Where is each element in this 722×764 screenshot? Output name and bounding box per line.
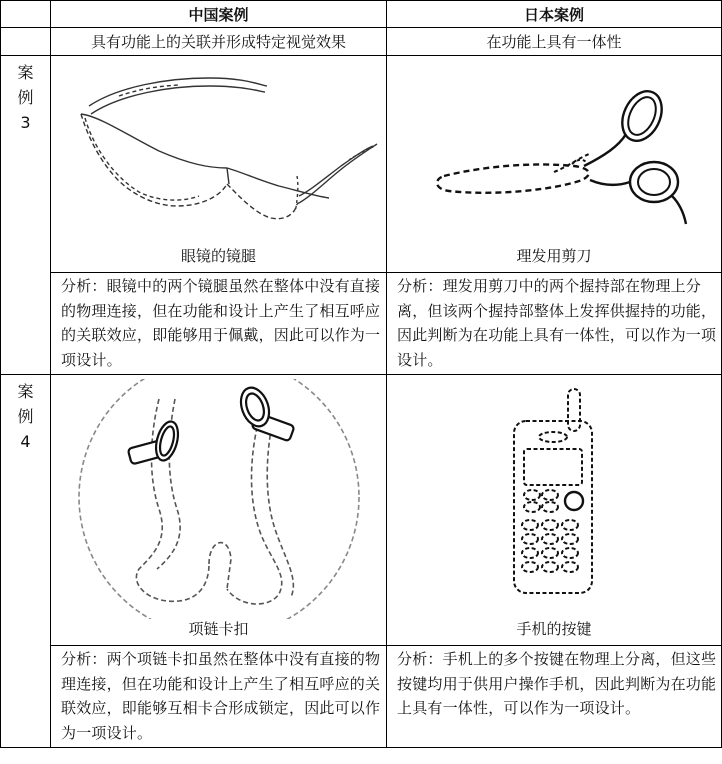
mobile-phone-illustration	[494, 385, 614, 600]
case4-label-char1: 案	[17, 382, 34, 401]
china-column-header: 中国案例	[51, 1, 387, 28]
case4-label-number: 4	[20, 432, 31, 451]
case4-japan-analysis: 分析：手机上的多个按键在物理上分离，但这些按键均用于供用户操作手机，因此判断为在功能上具有一体性，可以作为一项设计。	[387, 646, 722, 748]
corner-cell-2	[1, 28, 51, 56]
case3-label	[1, 56, 51, 375]
corner-cell	[1, 1, 51, 28]
case3-china-image-cell	[51, 56, 387, 273]
case3-label-char1: 案	[17, 63, 34, 82]
case4-label-char2: 例	[17, 407, 34, 426]
case3-japan-analysis: 分析：理发用剪刀中的两个握持部在物理上分离，但该两个握持部整体上发挥供握持的功能，因此判断为在功能上具有一体性，可以作为一项设计。	[387, 273, 722, 375]
case3-label-char2: 例	[17, 88, 34, 107]
necklace-clasp-illustration	[59, 379, 379, 619]
japan-column-header: 日本案例	[387, 1, 722, 28]
case4-label	[1, 375, 51, 748]
japan-subheader: 在功能上具有一体性	[387, 28, 722, 56]
case4-china-image-cell	[51, 375, 387, 646]
case4-japan-image-cell	[387, 375, 722, 646]
case3-japan-image-cell	[387, 56, 722, 273]
case3-china-analysis: 分析：眼镜中的两个镜腿虽然在整体中没有直接的物理连接，但在功能和设计上产生了相互呼应的关联效应，即能够用于佩戴，因此可以作为一项设计。	[51, 273, 387, 375]
case3-label-number: 3	[20, 113, 31, 132]
case4-china-caption: 项链卡扣	[188, 620, 249, 638]
case3-china-caption: 眼镜的镜腿	[180, 247, 256, 265]
glasses-illustration	[59, 56, 379, 231]
scissors-illustration	[404, 86, 704, 236]
china-subheader: 具有功能上的关联并形成特定视觉效果	[51, 28, 387, 56]
case3-japan-caption: 理发用剪刀	[516, 247, 592, 265]
case4-japan-caption: 手机的按键	[516, 620, 592, 638]
case4-china-analysis: 分析：两个项链卡扣虽然在整体中没有直接的物理连接，但在功能和设计上产生了相互呼应的关联效应，即能够互相卡合形成锁定，因此可以作为一项设计。	[51, 646, 387, 748]
